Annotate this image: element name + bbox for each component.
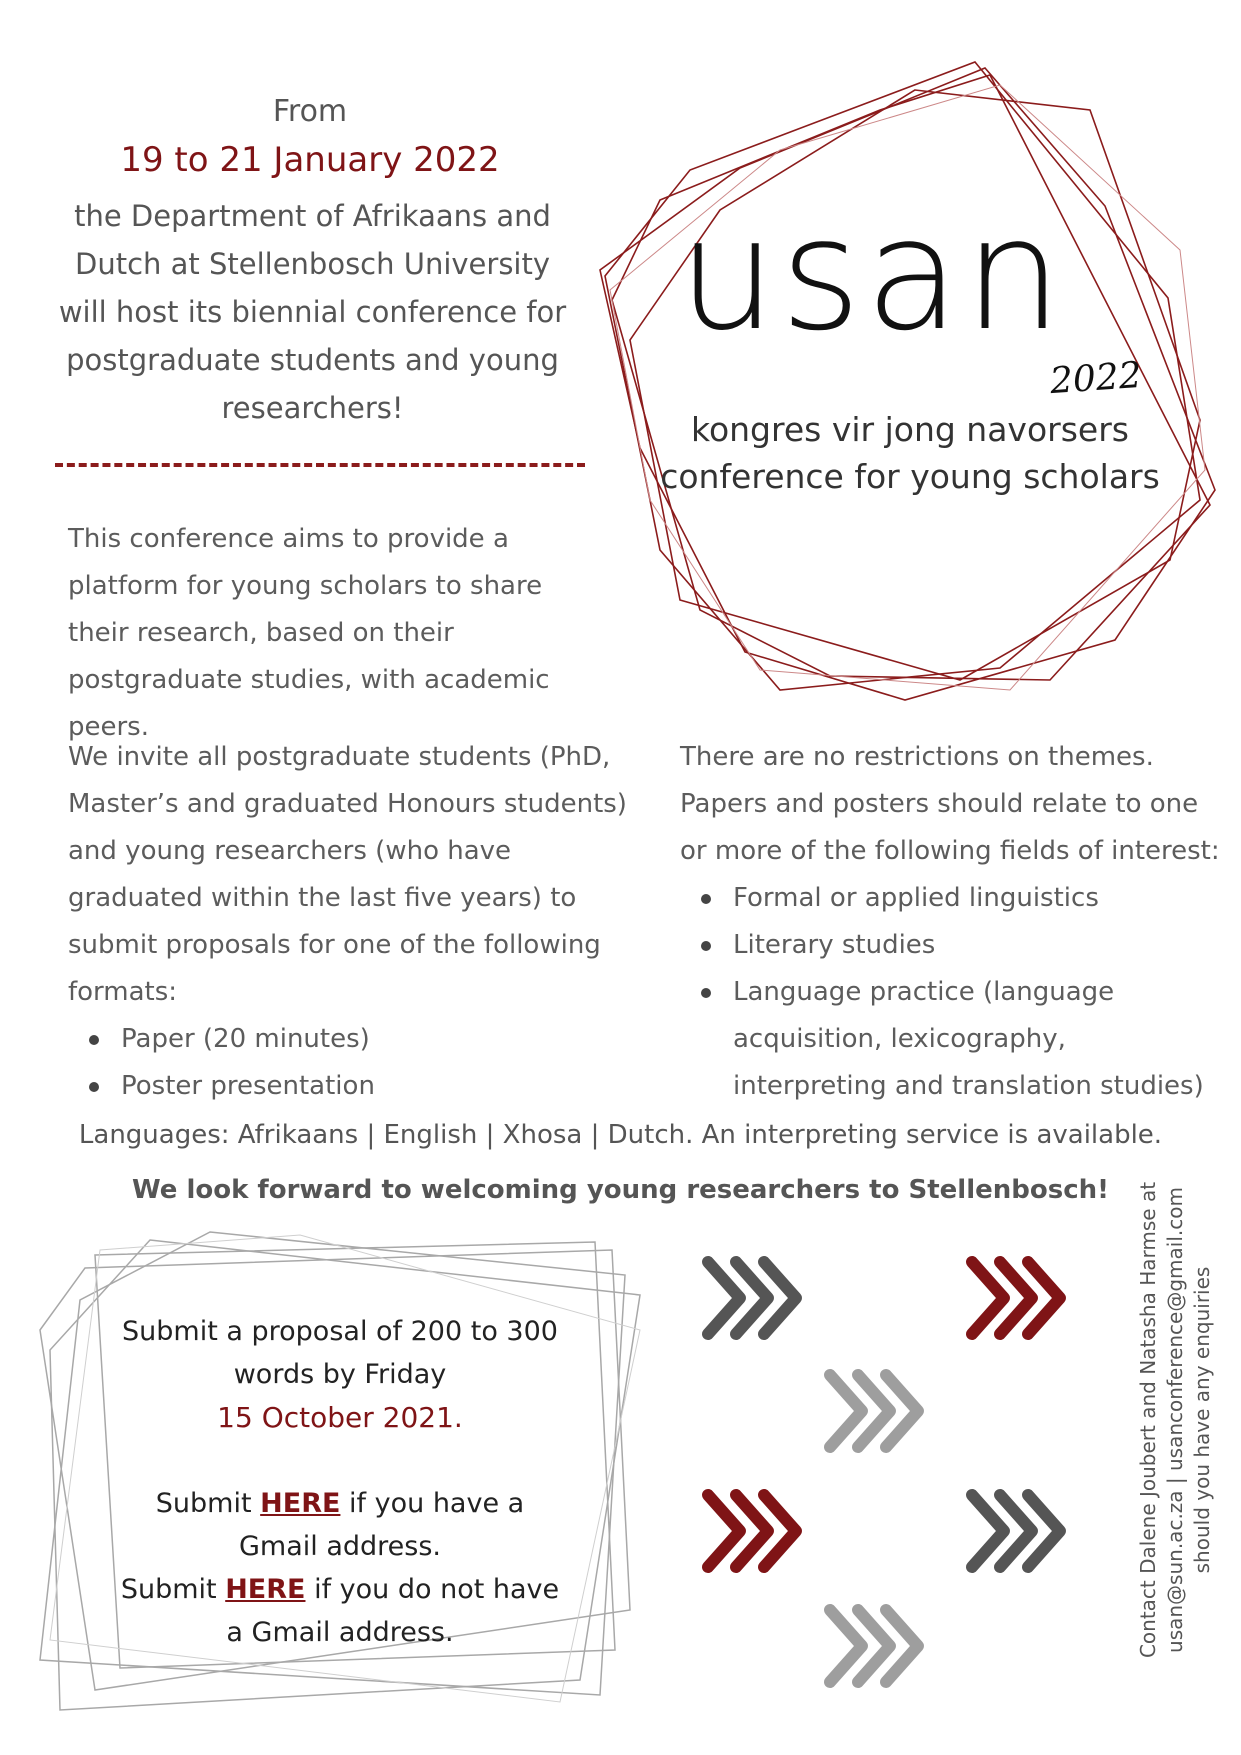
submit-here-non-gmail-link[interactable]: HERE	[225, 1574, 306, 1605]
list-item: Language practice (language acquisition, lexicography, interpreting and translation studies)	[680, 969, 1220, 1110]
logo-tagline-english: conference for young scholars	[660, 457, 1160, 496]
intro-from-label: From	[272, 94, 348, 129]
intro-paragraph: the Department of Afrikaans and Dutch at Stellenbosch University will host its biennial conference for postgraduate students and young researchers!	[58, 199, 567, 425]
list-item: Formal or applied linguistics	[680, 875, 1220, 922]
welcome-line: We look forward to welcoming young researchers to Stellenbosch!	[132, 1175, 1109, 1205]
submit-word: Submit	[120, 1574, 217, 1605]
fields-list	[680, 875, 1220, 1110]
usan-logo	[678, 184, 1138, 365]
invitation-section	[68, 734, 643, 1110]
invitation-paragraph: We invite all postgraduate students (PhD, Master’s and graduated Honours students) and young researchers (who have graduated within the last five years) to submit proposals for one of the following formats:	[68, 742, 627, 1007]
contact-emails[interactable]: usan@sun.ac.za | usanconference@gmail.com	[1163, 1187, 1187, 1653]
submission-instructions: Submit a proposal of 200 to 300 words by Friday	[122, 1316, 558, 1390]
submit-non-gmail-line	[120, 1568, 560, 1654]
chevron-decoration	[690, 1240, 1090, 1700]
logo-tagline-afrikaans: kongres vir jong navorsers	[691, 410, 1129, 449]
themes-section	[680, 734, 1220, 1110]
chevron-icon	[830, 1610, 918, 1682]
list-item: Paper (20 minutes)	[68, 1016, 643, 1063]
chevron-icon	[708, 1495, 796, 1567]
conference-aims-paragraph: This conference aims to provide a platform for young scholars to share their research, based on their postgraduate studies, with academic peers.	[68, 524, 550, 742]
languages-line: Languages: Afrikaans | English | Xhosa | Dutch. An interpreting service is available.	[78, 1120, 1163, 1150]
chevron-icon	[830, 1375, 918, 1447]
submission-deadline: 15 October 2021.	[217, 1401, 463, 1434]
contact-line-3: should you have any enquiries	[1190, 1266, 1214, 1574]
chevron-icon	[708, 1262, 796, 1334]
dashed-divider	[55, 463, 585, 467]
list-item: Poster presentation	[68, 1063, 643, 1110]
submit-gmail-line	[120, 1482, 560, 1568]
submit-word: Submit	[155, 1488, 252, 1519]
themes-paragraph: There are no restrictions on themes. Papers and posters should relate to one or more of the following fields of interest:	[680, 742, 1220, 866]
list-item: Literary studies	[680, 922, 1220, 969]
gmail-yes-text: if you have a Gmail address.	[238, 1488, 525, 1562]
contact-line-1: Contact Dalene Joubert and Natasha Harmse at	[1136, 1181, 1160, 1659]
submission-box	[120, 1310, 560, 1654]
submit-here-gmail-link[interactable]: HERE	[260, 1488, 341, 1519]
chevron-icon	[972, 1495, 1060, 1567]
chevron-icon	[972, 1262, 1060, 1334]
formats-list	[68, 1016, 643, 1110]
logo-year: 2022	[1048, 354, 1143, 403]
conference-dates: 19 to 21 January 2022	[120, 140, 500, 180]
logo-wordmark: usan	[678, 184, 1067, 365]
gmail-no-text: if you do not have a Gmail address.	[226, 1574, 560, 1648]
contact-info	[1135, 1140, 1216, 1700]
